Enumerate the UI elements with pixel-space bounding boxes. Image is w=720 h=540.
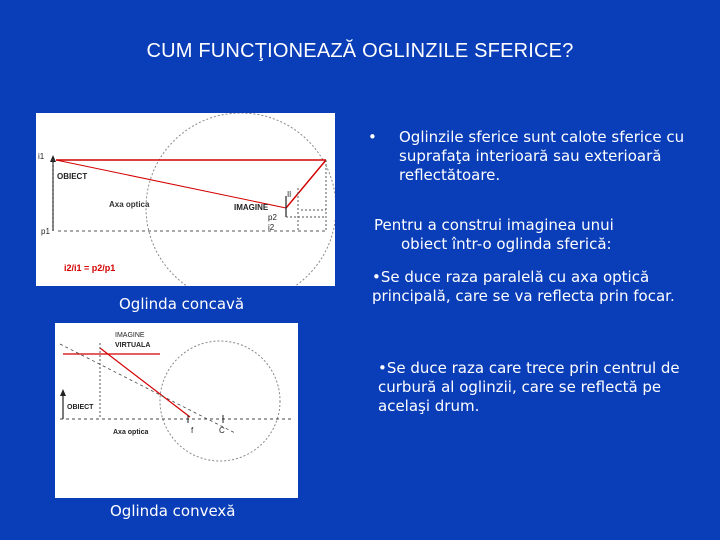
ray-to-object	[56, 160, 286, 208]
mirror-circle	[146, 113, 335, 286]
step-parallel-ray: •Se duce raza paralelă cu axa optică principală, care se va reflecta prin focar.	[372, 268, 675, 305]
label-imagine: IMAGINE	[115, 332, 145, 339]
reflected-ray	[286, 160, 326, 208]
ratio-formula: i2/i1 = p2/p1	[64, 263, 116, 273]
bullet-marker: •	[368, 128, 377, 146]
convex-mirror-diagram	[55, 323, 298, 498]
label-p1: p1	[41, 227, 50, 236]
slide-title: CUM FUNCŢIONEAZĂ OGLINZILE SFERICE?	[146, 40, 574, 62]
label-obiect: OBIECT	[67, 404, 94, 411]
label-axa-optica: Axa optica	[113, 429, 149, 436]
label-p2: p2	[268, 213, 277, 222]
caption-concave: Oglinda concavă	[119, 295, 245, 313]
label-il: Il	[287, 190, 291, 199]
definition-text: Oglinzile sferice sunt calote sferice cu suprafaţa interioară sau exterioară reflectătoare.	[399, 128, 685, 184]
mirror-circle	[160, 341, 280, 461]
label-i1: i1	[38, 152, 45, 161]
label-imagine: IMAGINE	[234, 203, 269, 212]
construction-intro	[374, 216, 674, 254]
caption-convex: Oglinda convexă	[110, 502, 236, 520]
construction-intro-line2: obiect într-o oglinda sferică:	[401, 235, 612, 253]
label-obiect: OBIECT	[57, 172, 88, 181]
label-virtuala: VIRTUALA	[115, 342, 151, 349]
label-axa-optica: Axa optica	[109, 200, 150, 209]
reflected-ray	[100, 348, 190, 417]
step-center-ray: •Se duce raza care trece prin centrul de curbură al oglinzii, care se reflectă pe acelaşi drum.	[378, 359, 680, 415]
label-i2: i2	[268, 223, 275, 232]
label-f: f	[191, 426, 194, 435]
label-c: C	[219, 426, 225, 435]
construction-intro-line1: Pentru a construi imaginea unui	[374, 216, 614, 234]
concave-mirror-diagram	[36, 113, 335, 286]
virtual-ray	[60, 344, 235, 433]
